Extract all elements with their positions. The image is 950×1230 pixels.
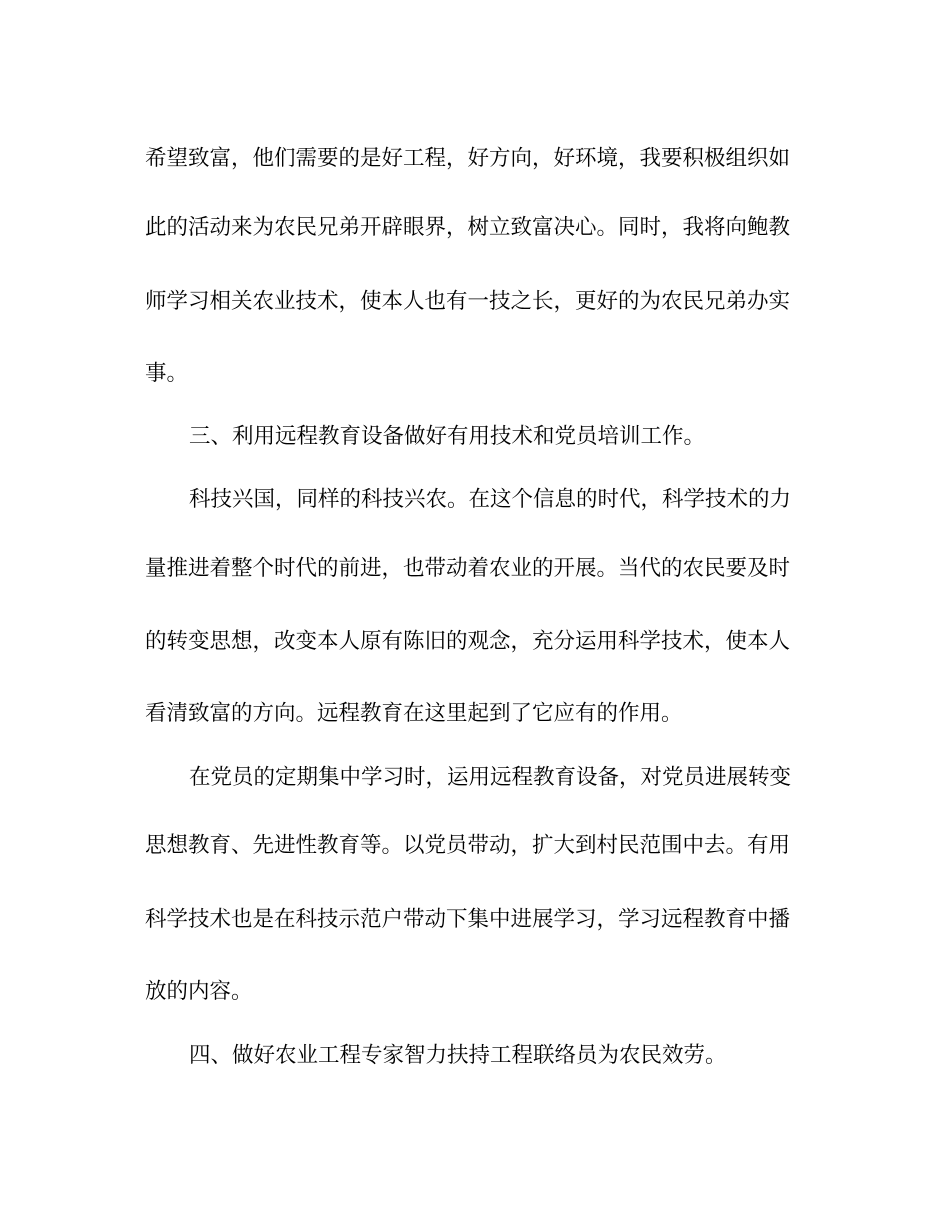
text-line: 在党员的定期集中学习时，运用远程教育设备，对党员进展转变 — [189, 765, 792, 790]
section-heading: 三、利用远程教育设备做好有用技术和党员培训工作。 — [189, 424, 706, 449]
text-line: 师学习相关农业技术，使本人也有一技之长，更好的为农民兄弟办实 — [145, 289, 791, 314]
text-line: 的转变思想，改变本人原有陈旧的观念，充分运用科学技术，使本人 — [145, 629, 791, 654]
section-heading: 四、做好农业工程专家智力扶持工程联络员为农民效劳。 — [189, 1043, 727, 1068]
text-line: 此的活动来为农民兄弟开辟眼界，树立致富决心。同时，我将向鲍教 — [145, 215, 791, 240]
text-line: 科学技术也是在科技示范户带动下集中进展学习，学习远程教育中播 — [145, 907, 791, 932]
text-line: 希望致富，他们需要的是好工程，好方向，好环境，我要积极组织如 — [145, 146, 791, 171]
text-line: 科技兴国，同样的科技兴农。在这个信息的时代，科学技术的力 — [189, 487, 792, 512]
text-line: 量推进着整个时代的前进，也带动着农业的开展。当代的农民要及时 — [145, 556, 791, 581]
text-line: 思想教育、先进性教育等。以党员带动，扩大到村民范围中去。有用 — [145, 833, 791, 858]
text-line: 放的内容。 — [145, 979, 253, 1004]
text-line: 事。 — [145, 361, 189, 386]
text-line: 看清致富的方向。远程教育在这里起到了它应有的作用。 — [145, 701, 683, 726]
